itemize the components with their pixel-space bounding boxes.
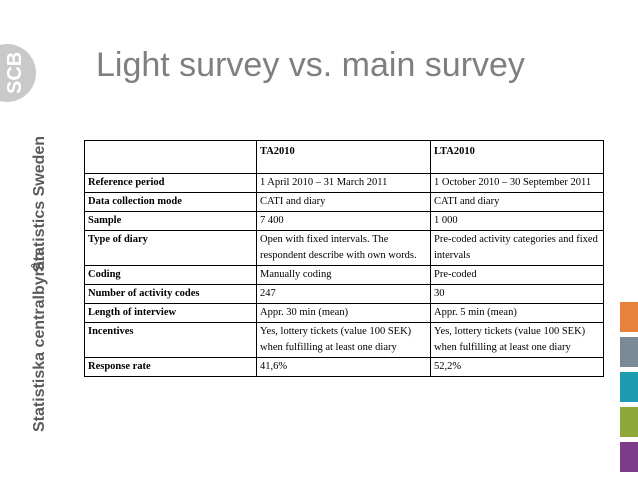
row-label: Coding (85, 266, 257, 285)
cell: CATI and diary (431, 193, 604, 212)
brand-statistiska-centralbyran: Statistiska centralbyrån (31, 251, 48, 432)
comparison-table (84, 140, 604, 377)
header-cell: TA2010 (257, 141, 431, 174)
cell: 7 400 (257, 212, 431, 231)
row-label: Data collection mode (85, 193, 257, 212)
header-cell: LTA2010 (431, 141, 604, 174)
cell: Yes, lottery tickets (value 100 SEK) when fulfilling at least one diary (431, 323, 604, 358)
table-row (85, 193, 604, 212)
cell: Manually coding (257, 266, 431, 285)
brand-statistics-sweden: Statistics Sweden (31, 135, 48, 272)
cell: Yes, lottery tickets (value 100 SEK) when fulfilling at least one diary (257, 323, 431, 358)
header-cell (85, 141, 257, 174)
row-label: Type of diary (85, 231, 257, 266)
cell: 30 (431, 285, 604, 304)
row-label: Reference period (85, 174, 257, 193)
cell: 247 (257, 285, 431, 304)
row-label: Response rate (85, 358, 257, 377)
cell: 1 000 (431, 212, 604, 231)
cell: Open with fixed intervals. The respondent describe with own words. (257, 231, 431, 266)
cell: Pre-coded activity categories and fixed intervals (431, 231, 604, 266)
color-bar (620, 407, 638, 437)
cell: Pre-coded (431, 266, 604, 285)
table-row (85, 212, 604, 231)
cell: 1 April 2010 – 31 March 2011 (257, 174, 431, 193)
table-row (85, 304, 604, 323)
table-row (85, 323, 604, 358)
cell: Appr. 5 min (mean) (431, 304, 604, 323)
table-row (85, 358, 604, 377)
table-row (85, 231, 604, 266)
table-row (85, 266, 604, 285)
color-bar (620, 372, 638, 402)
color-bar (620, 442, 638, 472)
row-label: Incentives (85, 323, 257, 358)
table-header-row (85, 141, 604, 174)
table-row (85, 174, 604, 193)
row-label: Sample (85, 212, 257, 231)
cell: Appr. 30 min (mean) (257, 304, 431, 323)
cell: 1 October 2010 – 30 September 2011 (431, 174, 604, 193)
table-row (85, 285, 604, 304)
scb-logo-text: SCB (4, 51, 26, 94)
scb-logo (0, 44, 36, 102)
row-label: Length of interview (85, 304, 257, 323)
row-label: Number of activity codes (85, 285, 257, 304)
page-title: Light survey vs. main survey (96, 46, 525, 84)
color-bar (620, 302, 638, 332)
cell: 41,6% (257, 358, 431, 377)
color-bar (620, 337, 638, 367)
cell: 52,2% (431, 358, 604, 377)
cell: CATI and diary (257, 193, 431, 212)
